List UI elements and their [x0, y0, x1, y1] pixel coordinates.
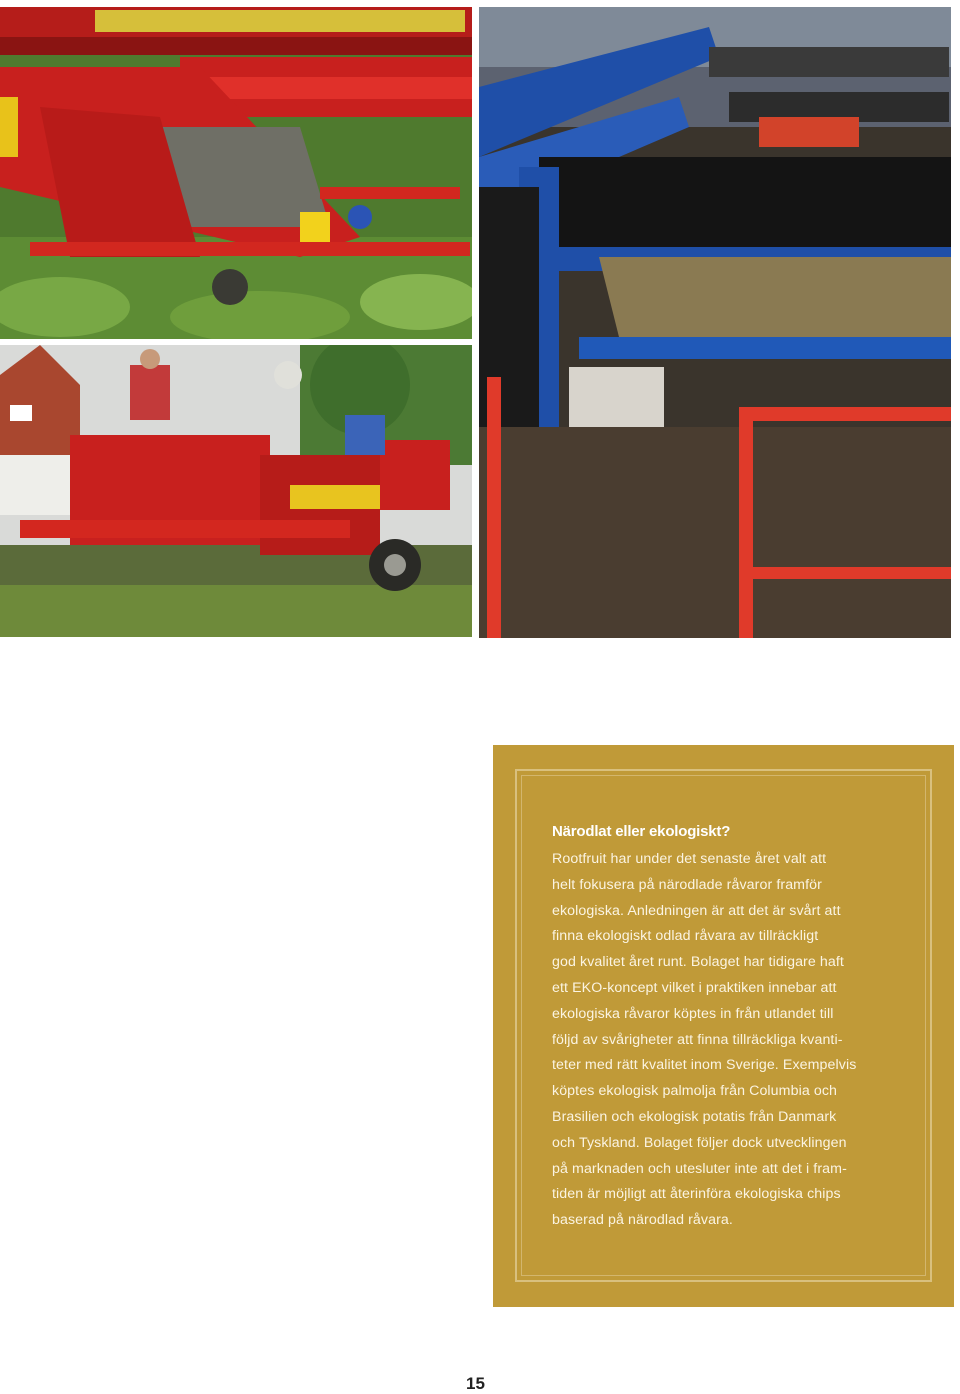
paragraph-line: ekologiska råvaror köptes in från utlandet till — [552, 1005, 834, 1022]
paragraph-line: och Tyskland. Bolaget följer dock utvecklingen — [552, 1134, 847, 1151]
paragraph-line: finna ekologiskt odlad råvara av tillräckligt — [552, 928, 819, 945]
paragraph-line: ett EKO-koncept vilket i praktiken innebar att — [552, 979, 837, 996]
paragraph-line: ekologiska. Anledningen är att det är svårt att — [552, 902, 841, 919]
paragraph-line: god kvalitet året runt. Bolaget har tidigare haft — [552, 954, 844, 971]
paragraph-line: på marknaden och utesluter inte att det i fram- — [552, 1160, 847, 1177]
paragraph-line: Brasilien och ekologisk potatis från Danmark — [552, 1108, 837, 1125]
paragraph-line: följd av svårigheter att finna tillräckliga kvanti- — [552, 1031, 843, 1048]
photo-sorting-conveyor — [479, 7, 951, 638]
paragraph-line: teter med rätt kvalitet inom Sverige. Exempelvis — [552, 1057, 857, 1074]
paragraph-line: tiden är möjligt att återinföra ekologiska chips — [552, 1186, 841, 1203]
sidebar-paragraph — [552, 847, 897, 1234]
sidebar-heading: Närodlat eller ekologiskt? — [552, 823, 731, 840]
paragraph-line: köptes ekologisk palmolja från Columbia och — [552, 1083, 838, 1100]
potato-harvester-closeup-photo-icon — [0, 7, 472, 339]
sidebar-box — [493, 745, 954, 1307]
paragraph-line: helt fokusera på närodlade råvaror framför — [552, 876, 822, 893]
potato-sorting-conveyor-photo-icon — [479, 7, 951, 638]
paragraph-line: Rootfruit har under det senaste året valt att — [552, 851, 827, 867]
page-number: 15 — [466, 1374, 485, 1393]
potato-harvester-in-field-photo-icon — [0, 345, 472, 637]
photo-harvester-field — [0, 345, 472, 637]
photo-harvester-closeup — [0, 7, 472, 339]
paragraph-line: baserad på närodlad råvara. — [552, 1212, 733, 1229]
